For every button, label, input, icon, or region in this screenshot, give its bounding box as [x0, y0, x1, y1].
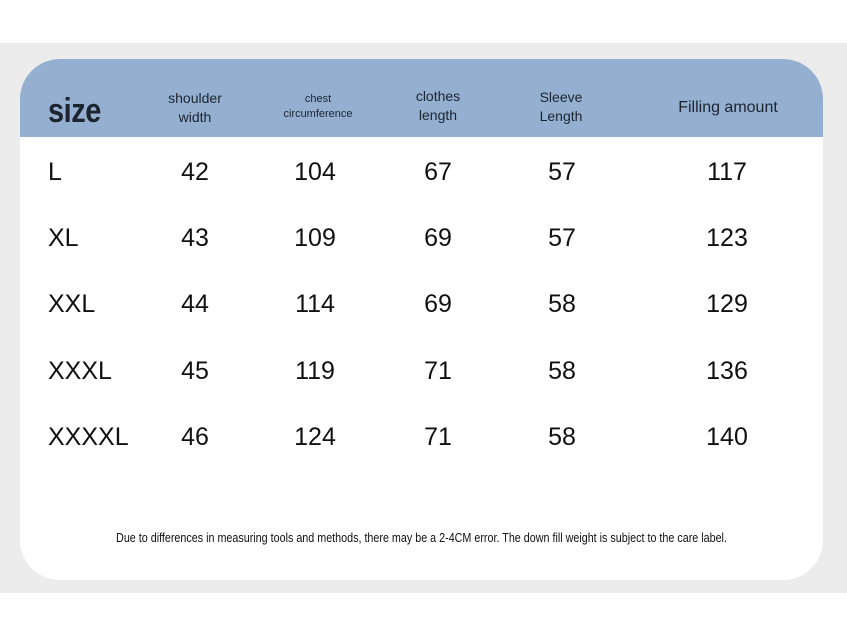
cell-length: 67: [424, 158, 452, 186]
header-chest-line-2: circumference: [283, 107, 353, 120]
cell-filling: 140: [706, 423, 748, 451]
header-size: size: [48, 92, 101, 130]
table-row: [20, 290, 823, 330]
measurement-note: Due to differences in measuring tools and methods, there may be a 2-4CM error. The down fill weight is subject to the care label.: [116, 531, 727, 545]
table-row: [20, 224, 823, 264]
header-sleeve-line-1: Sleeve: [539, 89, 583, 105]
cell-shoulder: 43: [181, 224, 209, 252]
cell-chest: 119: [295, 357, 335, 385]
size-chart-card: [20, 59, 823, 580]
header-sleeve-line-2: Length: [539, 107, 583, 124]
cell-sleeve: 58: [548, 357, 576, 385]
table-header: [20, 59, 823, 137]
cell-filling: 136: [706, 357, 748, 385]
cell-shoulder: 46: [181, 423, 209, 451]
cell-length: 69: [424, 290, 452, 318]
cell-size: XXXXL: [48, 423, 129, 451]
header-clothes-line-2: length: [418, 106, 458, 123]
cell-filling: 123: [706, 224, 748, 252]
cell-size: XXXL: [48, 357, 112, 385]
cell-shoulder: 44: [181, 290, 209, 318]
cell-shoulder: 42: [181, 158, 209, 186]
cell-chest: 104: [294, 158, 336, 186]
cell-length: 69: [424, 224, 452, 252]
header-shoulder-line-2: width: [178, 108, 212, 125]
cell-chest: 109: [294, 224, 336, 252]
header-chest-line-1: chest: [304, 93, 332, 105]
cell-length: 71: [424, 357, 452, 385]
table-row: [20, 158, 823, 198]
header-chest-circumference: [283, 92, 352, 122]
cell-filling: 117: [707, 158, 747, 186]
cell-sleeve: 57: [548, 224, 576, 252]
cell-filling: 129: [706, 290, 748, 318]
header-shoulder-width: [168, 89, 222, 127]
cell-sleeve: 58: [548, 423, 576, 451]
cell-size: XL: [48, 224, 79, 252]
header-clothes-line-1: clothes: [415, 88, 461, 104]
cell-chest: 114: [295, 290, 335, 318]
table-row: [20, 423, 823, 463]
header-sleeve-length: [540, 88, 583, 126]
cell-sleeve: 57: [548, 158, 576, 186]
cell-size: XXL: [48, 290, 96, 318]
cell-size: L: [48, 158, 62, 186]
table-row: [20, 357, 823, 397]
cell-shoulder: 45: [181, 357, 209, 385]
header-clothes-length: [416, 87, 460, 125]
header-shoulder-line-1: shoulder: [168, 90, 222, 106]
cell-sleeve: 58: [548, 290, 576, 318]
header-filling-amount: Filling amount: [678, 99, 778, 116]
cell-chest: 124: [294, 423, 336, 451]
cell-length: 71: [424, 423, 452, 451]
